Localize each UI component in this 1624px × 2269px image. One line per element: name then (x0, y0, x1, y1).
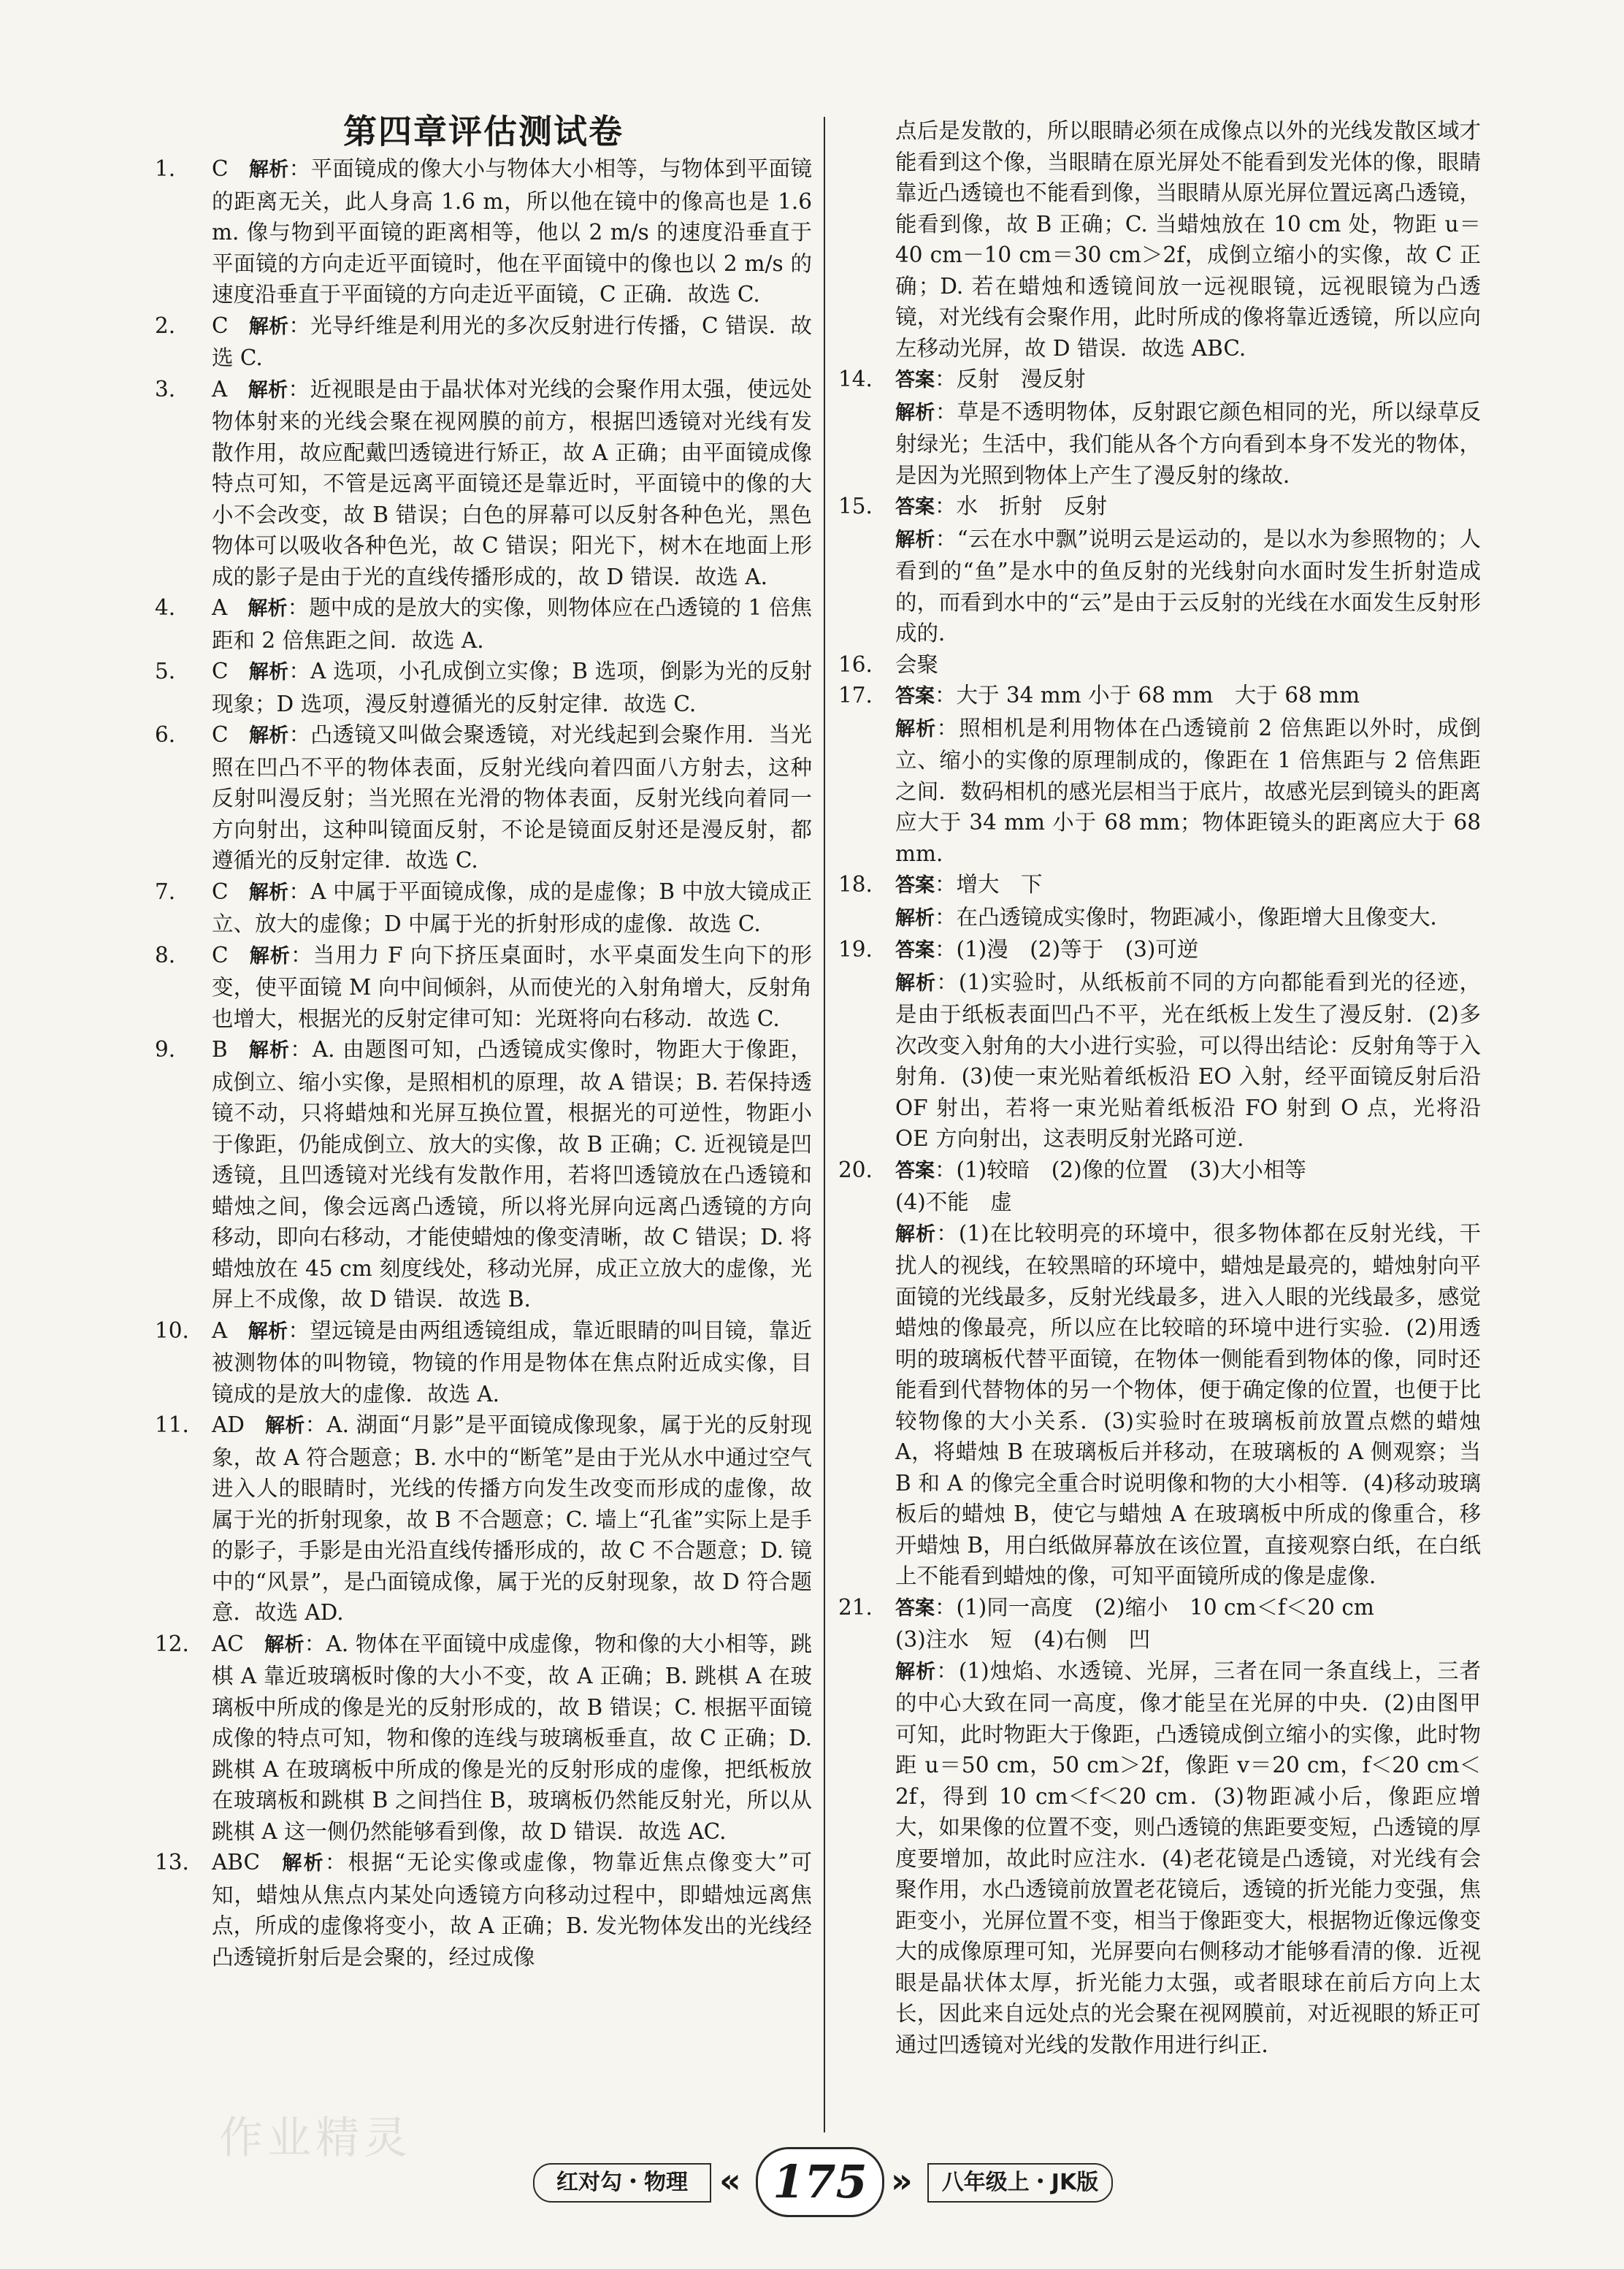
answer-item (155, 1409, 812, 1629)
answer-text: ：(1)同一高度 (2)缩小 10 cm＜f＜20 cm (935, 1594, 1374, 1620)
item-number: 14. (838, 367, 873, 391)
analysis-label: 解析 (248, 1320, 288, 1343)
item-explanation: ：望远镜是由两组透镜组成，靠近眼睛的叫目镜，靠近被测物体的叫物镜，物镜的作用是物体在焦点附近成实像，目镜成的是放大的虚像．故选 A. (212, 1317, 812, 1407)
item-number: 4. (155, 595, 176, 620)
item-answer: C (212, 156, 229, 181)
analysis-label: 解析 (895, 717, 937, 741)
analysis-label: 解析 (248, 944, 291, 968)
item-explanation: ：A. 物体在平面镜中成虚像，物和像的大小相等，跳棋 A 靠近玻璃板时像的大小不变，故 A 正确；B. 跳棋 A 在玻璃板中所成的像是光的反射形成的，故 B 错误；C. 根据平面镜成像的特点可知，物和像的连线与玻璃板垂直，故 C 正确；D. 跳棋 A 在玻璃板中所成的像是光的反射形成的虚像，把纸板放在玻璃板和跳棋 B 之间挡住 B，玻璃板仍然能反射光，所以从跳棋 A 这一侧仍然能够看到像，故 D 错误．故选 AC. (212, 1631, 813, 1844)
answer-text: ：(1)较暗 (2)像的位置 (3)大小相等 (935, 1157, 1306, 1182)
item-number: 10. (155, 1317, 189, 1343)
left-column (155, 110, 812, 1973)
analysis-label: 解析 (895, 401, 935, 424)
answer-item (155, 592, 812, 656)
answer-text: ：水 折射 反射 (935, 494, 1108, 519)
answer-label: 答案 (895, 496, 935, 519)
item-explanation: ：凸透镜又叫做会聚透镜，对光线起到会聚作用．当光照在凹凸不平的物体表面，反射光线向着四面八方射去，这种反射叫漫反射；当光照在光滑的物体表面，反射光线向着同一方向射出，这种叫镜面反射，不论是镜面反射还是漫反射，都遵循光的反射定律．故选 C. (212, 722, 812, 873)
item-explanation: ：当用力 F 向下挤压桌面时，水平桌面发生向下的形变，使平面镜 M 向中间倾斜，从而使光的入射角增大，反射角也增大，根据光的反射定律可知：光斑将向右移动．故选 C. (212, 942, 812, 1031)
item-explanation: ：A. 湖面“月影”是平面镜成像现象，属于光的反射现象，故 A 符合题意；B. 水中的“断笔”是由于光从水中通过空气进入人的眼睛时，光线的传播方向发生改变而形成的虚像，故属于光的折射现象，故 B 不合题意；C. 墙上“孔雀”实际上是手的影子，手影是由光沿直线传播形成的，故 C 不合题意；D. 镜中的“风景”，是凸面镜成像，属于光的反射现象，故 D 符合题意．故选 AD. (212, 1412, 813, 1625)
answer-item (155, 310, 812, 374)
answer-line (895, 1592, 1481, 1625)
answer-item (838, 680, 1481, 869)
item-answer: A (212, 376, 228, 402)
item-number: 5. (155, 659, 176, 684)
analysis-label: 解析 (895, 1222, 937, 1246)
answer-item (838, 934, 1481, 1155)
item-number: 3. (155, 376, 176, 402)
item-answer: C (212, 722, 229, 747)
answer-list-left (155, 153, 812, 1973)
item-number: 13. (155, 1850, 189, 1875)
chevron-left-icon: « (719, 2161, 741, 2200)
analysis-line (895, 1218, 1481, 1592)
item-explanation: ：根据“无论实像或虚像，物靠近焦点像变大”可知，蜡烛从焦点内某处向透镜方向移动过程中，即蜡烛远离焦点，所成的虚像将变小，故 A 正确；B. 发光物体发出的光线经凸透镜折射后是会聚的，经过成像 (212, 1850, 812, 1970)
answer-list-right (838, 364, 1481, 2060)
analysis-label: 解析 (248, 378, 288, 402)
item-explanation: ：在凸透镜成实像时，物距减小，像距增大且像变大． (935, 904, 1452, 930)
item-explanation: ：A. 由题图可知，凸透镜成实像时，物距大于像距，成倒立、缩小实像，是照相机的原理，故 A 错误；B. 若保持透镜不动，只将蜡烛和光屏互换位置，根据光的可逆性，物距小于像距，仍能成倒立、放大的实像，故 B 正确；C. 近视镜是凹透镜，且凹透镜对光线有发散作用，若将凹透镜放在凸透镜和蜡烛之间，像会远离凸透镜，所以将光屏向远离凸透镜的方向移动，即向右移动，才能使蜡烛的像变清晰，故 C 错误；D. 将蜡烛放在 45 cm 刻度线处，移动光屏，成正立放大的虚像，光屏上不成像，故 D 错误．故选 B. (212, 1037, 813, 1312)
analysis-label: 解析 (248, 1039, 291, 1062)
answer-item (155, 656, 812, 719)
answer-label: 答案 (895, 874, 935, 897)
item-number: 15. (838, 494, 873, 519)
answer-label: 答案 (895, 369, 935, 391)
answer-label: 答案 (895, 685, 935, 708)
item-answer: C (212, 879, 229, 904)
page-title: 第四章评估测试卷 (343, 112, 624, 151)
analysis-label: 解析 (895, 1660, 937, 1683)
answer-item (155, 719, 812, 876)
item-explanation: ：(1)在比较明亮的环境中，很多物体都在反射光线，干扰人的视线，在较黑暗的环境中，蜡烛是最亮的，蜡烛射向平面镜的光线最多，反射光线最多，进入人眼的光线最多，感觉蜡烛的像最亮，所以应在比较暗的环境中进行实验．(2)用透明的玻璃板代替平面镜，在物体一侧能看到物体的像，同时还能看到代替物体的另一个物体，便于确定像的位置，也便于比较物像的大小关系．(3)实验时在玻璃板前放置点燃的蜡烛 A，将蜡烛 B 在玻璃板后并移动，在玻璃板的 A 侧观察；当 B 和 A 的像完全重合时说明像和物的大小相等．(4)移动玻璃板后的蜡烛 B，使它与蜡烛 A 在玻璃板中所成的像重合，移开蜡烛 B，用白纸做屏幕放在该位置，直接观察白纸，在白纸上不能看到蜡烛的像，可知平面镜所成的像是虚像． (895, 1220, 1481, 1588)
item-number: 9. (155, 1037, 176, 1062)
item-explanation: ：近视眼是由于晶状体对光线的会聚作用太强，使远处物体射来的光线会聚在视网膜的前方，根据凹透镜对光线有发散作用，故应配戴凹透镜进行矫正，故 A 正确；由平面镜成像特点可知，不管是远离平面镜还是靠近时，平面镜中的像的大小不会改变，故 B 错误；白色的屏幕可以反射各种色光，黑色物体可以吸收各种色光，故 C 错误；阳光下，树木在地面上形成的影子是由于光的直线传播形成的，故 D 错误．故选 A. (212, 376, 812, 589)
answer-item (838, 1592, 1481, 2061)
answer-line (895, 934, 1481, 967)
analysis-label: 解析 (248, 661, 289, 684)
answer-text-continued: (4)不能 虚 (895, 1190, 1012, 1214)
analysis-line (895, 902, 1481, 935)
analysis-label: 解析 (264, 1633, 304, 1656)
page-footer (424, 2147, 1198, 2213)
item-number: 11. (155, 1412, 189, 1437)
item-explanation: ：(1)实验时，从纸板前不同的方向都能看到光的径迹，是由于纸板表面凹凸不平，光在纸板上发生了漫反射．(2)多次改变入射角的大小进行实验，可以得出结论：反射角等于入射角．(3)使一束光贴着纸板沿 EO 入射，经平面镜反射后沿 OF 射出，若将一束光贴着纸板沿 FO 射到 O 点，光将沿 OE 方向射出，这表明反射光路可逆． (895, 969, 1481, 1151)
item-explanation: ：(1)烛焰、水透镜、光屏，三者在同一条直线上，三者的中心大致在同一高度，像才能呈在光屏的中央．(2)由图甲可知，此时物距大于像距，凸透镜成倒立缩小的实像，此时物距 u＝50 cm，50 cm＞2f，像距 v＝20 cm，f＜20 cm＜2f，得到 10 cm＜f＜20 cm．(3)物距减小后，像距应增大，如果像的位置不变，则凸透镜的焦距要变短，凸透镜的厚度要增加，故此时应注水．(4)老花镜是凸透镜，对光线有会聚作用，水凸透镜前放置老花镜后，透镜的折光能力变强，焦距变小，光屏位置不变，相当于像距变大，根据物近像远像变大的成像原理可知，光屏要向右侧移动才能够看清的像．近视眼是晶状体太厚，折光能力太强，或者眼球在前后方向上太长，因此来自远处点的光会聚在视网膜前，对近视眼的矫正可通过凹透镜对光线的发散作用进行纠正． (895, 1658, 1481, 2057)
item-number: 19. (838, 937, 873, 962)
item-explanation: ：草是不透明物体，反射跟它颜色相同的光，所以绿草反射绿光；生活中，我们能从各个方向看到本身不发光的物体，是因为光照到物体上产生了漫反射的缘故． (895, 399, 1481, 488)
analysis-label: 解析 (895, 971, 937, 995)
item-explanation: ：平面镜成的像大小与物体大小相等，与物体到平面镜的距离无关，此人身高 1.6 m，所以他在镜中的像高也是 1.6 m. 像与物到平面镜的距离相等，他以 2 m/s 的速度沿垂直于平面镜的方向走近平面镜时，他在平面镜中的像也以 2 m/s 的速度沿垂直于平面镜的方向走近平面镜，C 正确．故选 C. (212, 156, 812, 307)
item-number: 16. (838, 651, 873, 677)
item-explanation: ：A 中属于平面镜成像，成的是虚像；B 中放大镜成正立、放大的虚像；D 中属于光的折射形成的虚像．故选 C. (212, 879, 812, 936)
item-number: 17. (838, 683, 873, 708)
footer-book-label: 红对勾・物理 (533, 2163, 711, 2203)
answer-item (155, 1034, 812, 1315)
analysis-line (895, 967, 1481, 1155)
page-number: 175 (756, 2147, 884, 2217)
analysis-label: 解析 (248, 597, 288, 620)
answer-item (838, 1155, 1481, 1592)
answer-label: 答案 (895, 1596, 935, 1620)
item-number: 21. (838, 1594, 873, 1620)
footer-grade-label: 八年级上・JK版 (927, 2163, 1113, 2203)
answer-text: ：(1)漫 (2)等于 (3)可逆 (935, 937, 1199, 962)
item-number: 12. (155, 1631, 189, 1656)
item-explanation: ：A 选项，小孔成倒立实像；B 选项，倒影为光的反射现象；D 选项，漫反射遵循光的反射定律．故选 C. (212, 659, 812, 716)
analysis-label: 解析 (248, 881, 289, 904)
answer-line (895, 869, 1481, 902)
item-number: 7. (155, 879, 176, 904)
answer-line (895, 680, 1481, 713)
item-answer: C (212, 659, 229, 684)
answer-text: ：大于 34 mm 小于 68 mm 大于 68 mm (935, 683, 1360, 708)
answer-item (155, 940, 812, 1035)
item-explanation: ：题中成的是放大的实像，则物体应在凸透镜的 1 倍焦距和 2 倍焦距之间．故选 A. (212, 595, 812, 653)
item-answer: B (212, 1037, 228, 1062)
item-answer: A (212, 595, 228, 620)
answer-text: 会聚 (895, 651, 939, 677)
analysis-label: 解析 (248, 724, 289, 747)
answer-line (895, 364, 1481, 397)
chevron-right-icon: » (891, 2161, 913, 2200)
item-answer: ABC (212, 1850, 261, 1875)
item-answer: AC (212, 1631, 244, 1656)
item-explanation: ：“云在水中飘”说明云是运动的，是以水为参照物的；人看到的“鱼”是水中的鱼反射的光线射向水面时发生折射造成的，而看到水中的“云”是由于云反射的光线在水面发生反射形成的． (895, 526, 1481, 646)
watermark: 作业精灵 (219, 2113, 412, 2164)
item-answer: C (212, 313, 229, 338)
item-explanation: ：光导纤维是利用光的多次反射进行传播，C 错误．故选 C. (212, 313, 813, 370)
right-column (838, 115, 1481, 2060)
answer-item (155, 1315, 812, 1410)
analysis-label: 解析 (895, 528, 935, 551)
answer-item (838, 869, 1481, 934)
analysis-line (895, 397, 1481, 491)
answer-item (155, 1629, 812, 1848)
answer-line (895, 1155, 1481, 1187)
answer-item (838, 364, 1481, 491)
answer-text-continued: (3)注水 短 (4)右侧 凹 (895, 1627, 1151, 1652)
item-number: 18. (838, 872, 873, 897)
item-explanation: ：照相机是利用物体在凸透镜前 2 倍焦距以外时，成倒立、缩小的实像的原理制成的，像距在 1 倍焦距与 2 倍焦距之间．数码相机的感光层相当于底片，故感光层到镜头的距离应大于 34 mm 小于 68 mm；物体距镜头的距离应大于 68 mm. (895, 715, 1482, 866)
answer-line (895, 649, 1481, 681)
answer-text: ：反射 漫反射 (935, 367, 1086, 391)
item-number: 8. (155, 942, 176, 968)
answer-item (155, 876, 812, 940)
analysis-label: 解析 (280, 1852, 325, 1875)
analysis-label: 解析 (895, 906, 935, 930)
answer-label: 答案 (895, 939, 935, 962)
continuation-text: 点后是发散的，所以眼睛必须在成像点以外的光线发散区域才能看到这个像，当眼睛在原光屏处不能看到发光体的像，眼睛靠近凸透镜也不能看到像，当眼睛从原光屏位置远离凸透镜，能看到像，故 B 正确；C. 当蜡烛放在 10 cm 处，物距 u＝40 cm－10 cm＝30 cm＞2f，成倒立缩小的实像，故 C 正确；D. 若在蜡烛和透镜间放一远视眼镜，远视眼镜为凸透镜，对光线有会聚作用，此时所成的像将靠近透镜，所以应向左移动光屏，故 D 错误．故选 ABC. (895, 118, 1481, 361)
analysis-line (895, 524, 1481, 649)
item-number: 2. (155, 313, 176, 338)
analysis-line (895, 1656, 1481, 2061)
answer-item (838, 491, 1481, 649)
continuation-paragraph (838, 115, 1481, 364)
item-number: 1. (155, 156, 176, 181)
answer-item (838, 649, 1481, 681)
analysis-line (895, 713, 1481, 870)
answer-label: 答案 (895, 1159, 935, 1182)
item-answer: A (212, 1317, 228, 1343)
column-divider (824, 117, 825, 2132)
item-number: 20. (838, 1157, 873, 1182)
item-number: 6. (155, 722, 176, 747)
analysis-label: 解析 (248, 315, 289, 338)
item-answer: AD (212, 1412, 245, 1437)
answer-line (895, 491, 1481, 524)
answer-item (155, 374, 812, 593)
answer-item (155, 1847, 812, 1973)
answer-item (155, 153, 812, 310)
answer-text: ：增大 下 (935, 872, 1043, 897)
analysis-label: 解析 (248, 158, 289, 181)
item-answer: C (212, 942, 229, 968)
analysis-label: 解析 (264, 1415, 305, 1437)
